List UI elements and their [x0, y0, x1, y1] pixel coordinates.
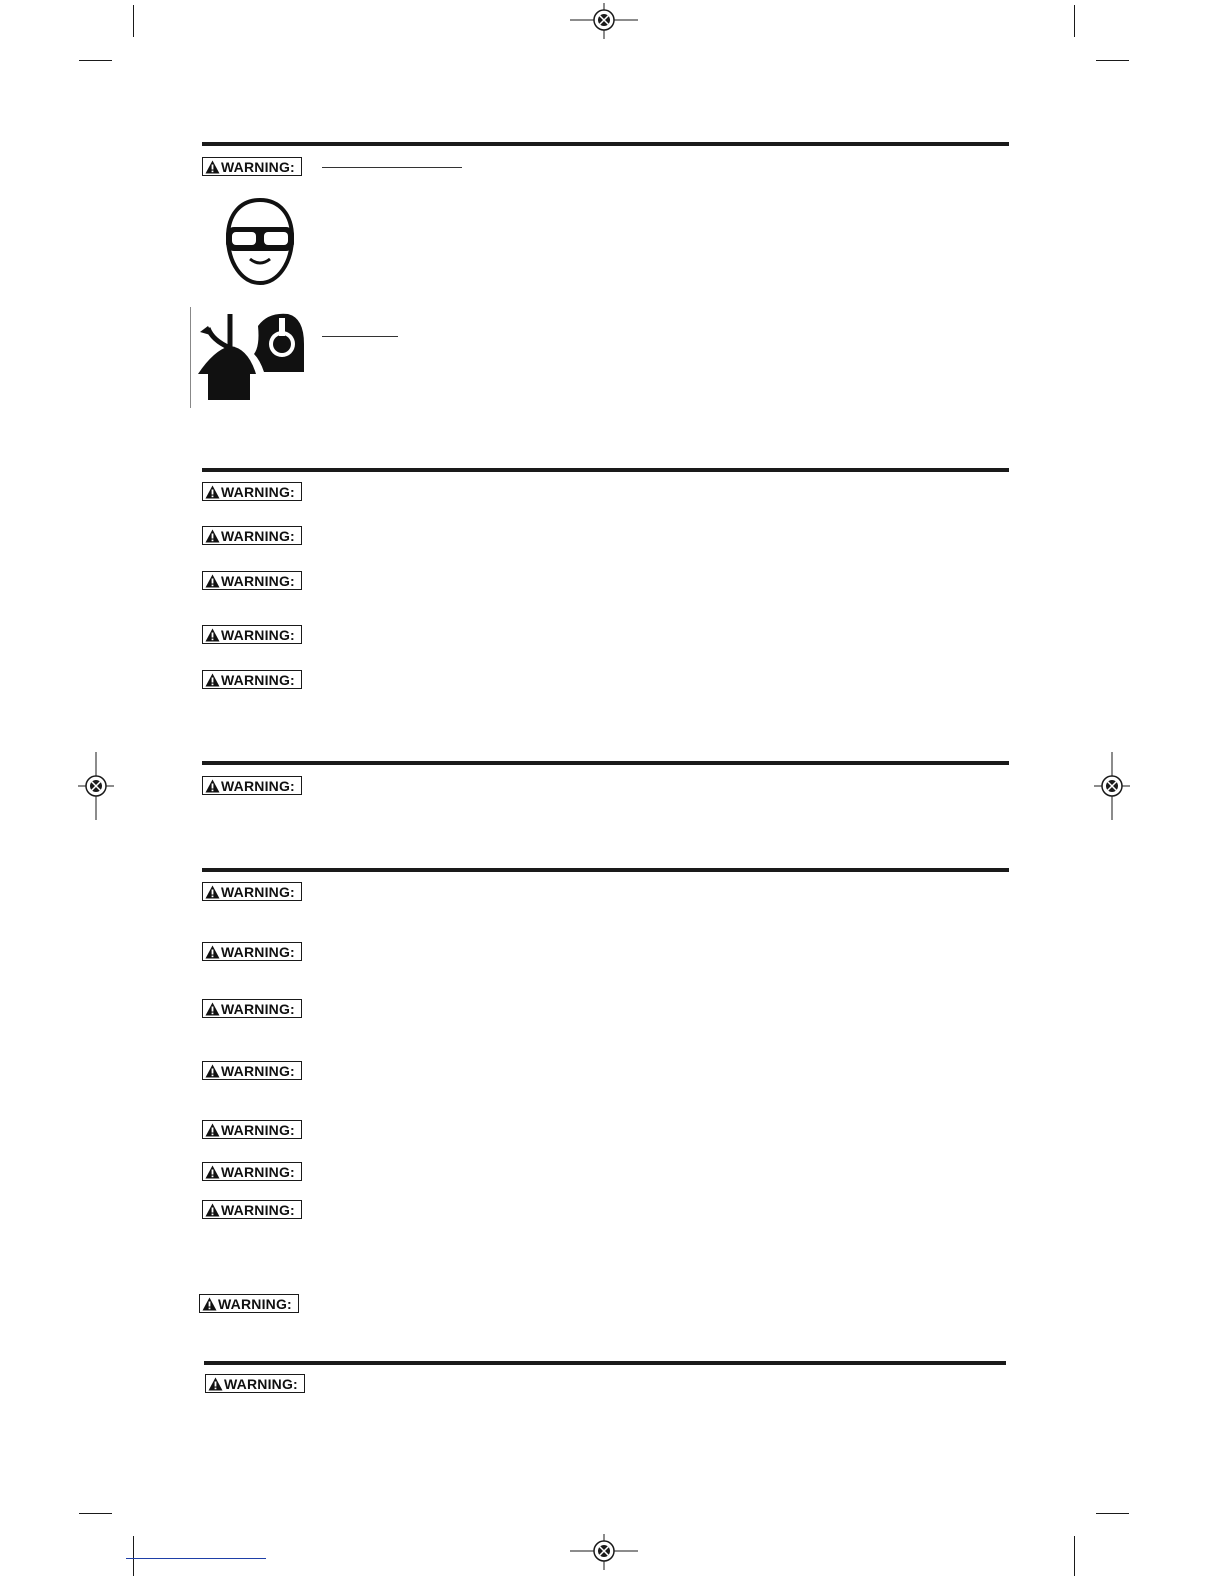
warning-badge — [202, 1200, 302, 1219]
registration-mark-icon — [78, 752, 114, 820]
safety-goggles-icon — [222, 197, 298, 287]
warning-triangle-icon — [205, 1203, 220, 1217]
registration-mark-icon — [1094, 752, 1130, 820]
underline — [322, 336, 398, 337]
warning-badge — [199, 1294, 299, 1313]
warning-badge — [202, 1061, 302, 1080]
warning-triangle-icon — [205, 574, 220, 588]
warning-badge — [202, 942, 302, 961]
warning-label: WARNING: — [224, 1375, 298, 1392]
warning-label: WARNING: — [221, 572, 295, 589]
warning-label: WARNING: — [221, 671, 295, 688]
warning-triangle-icon — [205, 485, 220, 499]
warning-triangle-icon — [205, 673, 220, 687]
warning-badge — [202, 482, 302, 501]
warning-label: WARNING: — [221, 527, 295, 544]
warning-badge — [202, 1120, 302, 1139]
warning-triangle-icon — [205, 529, 220, 543]
warning-label: WARNING: — [221, 626, 295, 643]
crop-mark-top-right-h — [1096, 60, 1129, 61]
warning-badge — [202, 1162, 302, 1181]
warning-label: WARNING: — [221, 943, 295, 960]
blue-line-bottom — [126, 1558, 266, 1559]
warning-badge — [202, 526, 302, 545]
warning-triangle-icon — [205, 1165, 220, 1179]
crop-mark-bottom-left-h — [79, 1513, 112, 1514]
warning-label: WARNING: — [221, 777, 295, 794]
warning-label: WARNING: — [221, 883, 295, 900]
dust-mask-hearing-protection-icon — [194, 310, 306, 404]
warning-label: WARNING: — [221, 158, 295, 175]
warning-label: WARNING: — [218, 1295, 292, 1312]
warning-triangle-icon — [205, 885, 220, 899]
warning-triangle-icon — [205, 1123, 220, 1137]
warning-triangle-icon — [202, 1297, 217, 1311]
warning-badge — [202, 670, 302, 689]
warning-badge — [202, 625, 302, 644]
warning-badge — [202, 571, 302, 590]
crop-mark-bottom-right-h — [1096, 1513, 1129, 1514]
warning-badge — [205, 1374, 305, 1393]
vertical-divider — [190, 307, 191, 408]
warning-triangle-icon — [205, 1064, 220, 1078]
warning-triangle-icon — [208, 1377, 223, 1391]
warning-label: WARNING: — [221, 483, 295, 500]
section-rule — [202, 761, 1009, 765]
warning-label: WARNING: — [221, 1163, 295, 1180]
crop-mark-top-left-h — [79, 60, 112, 61]
section-rule — [202, 468, 1009, 472]
warning-label: WARNING: — [221, 1000, 295, 1017]
crop-mark-top-left-v — [133, 5, 134, 37]
warning-badge — [202, 999, 302, 1018]
warning-triangle-icon — [205, 779, 220, 793]
warning-triangle-icon — [205, 628, 220, 642]
warning-badge — [202, 157, 302, 176]
warning-triangle-icon — [205, 1002, 220, 1016]
warning-label: WARNING: — [221, 1062, 295, 1079]
crop-mark-bottom-left-v — [133, 1536, 134, 1576]
warning-label: WARNING: — [221, 1121, 295, 1138]
registration-mark-icon — [570, 3, 638, 39]
warning-label: WARNING: — [221, 1201, 295, 1218]
crop-mark-bottom-right-v — [1074, 1536, 1075, 1576]
registration-mark-icon — [570, 1534, 638, 1570]
section-rule — [202, 868, 1009, 872]
warning-badge — [202, 776, 302, 795]
warning-triangle-icon — [205, 160, 220, 174]
section-rule — [204, 1361, 1006, 1365]
section-rule — [202, 142, 1009, 146]
crop-mark-top-right-v — [1074, 5, 1075, 37]
warning-badge — [202, 882, 302, 901]
warning-triangle-icon — [205, 945, 220, 959]
underline — [322, 167, 462, 168]
